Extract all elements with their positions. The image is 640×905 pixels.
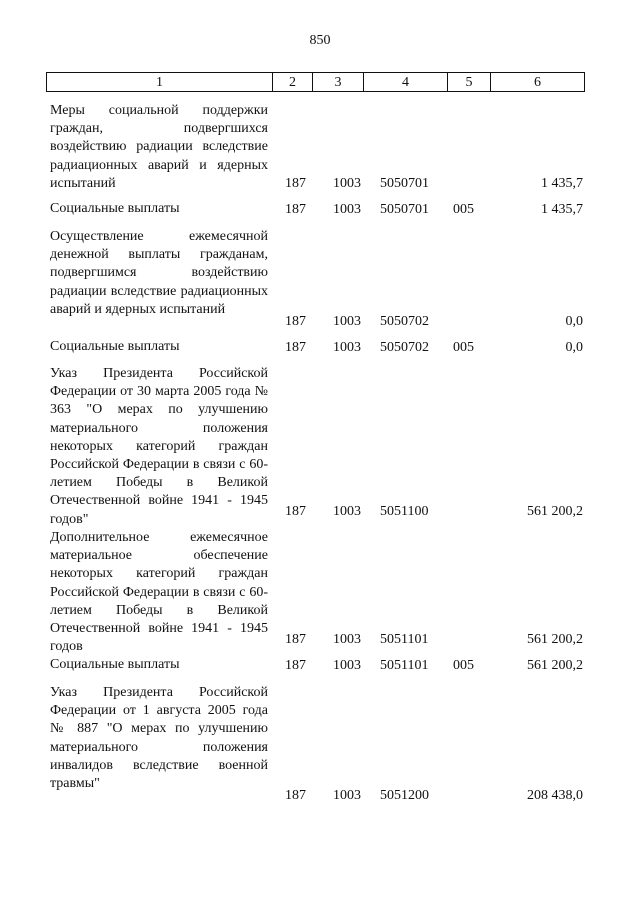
row-col-5: 005: [453, 658, 474, 673]
row-col-3: 1003: [333, 176, 361, 191]
table-row: [0, 102, 640, 193]
table-row: [0, 656, 640, 675]
table-header: [46, 72, 585, 92]
row-col-4: 5051101: [380, 658, 429, 673]
header-col-1: 1: [156, 75, 163, 90]
row-name: Социальные выплаты: [50, 657, 180, 672]
row-col-4: 5050702: [380, 340, 429, 355]
row-col-4: 5051101: [380, 632, 429, 647]
row-col-2: 187: [285, 340, 306, 355]
row-name: Меры социальной поддержки граждан, подвергшихся воздействию радиации вследствие радиационных аварий и ядерных испытаний: [50, 103, 268, 191]
row-col-2: 187: [285, 314, 306, 329]
row-col-2: 187: [285, 788, 306, 803]
row-col-6: 561 200,2: [527, 658, 583, 673]
row-col-2: 187: [285, 176, 306, 191]
row-col-3: 1003: [333, 788, 361, 803]
table-row: [0, 365, 640, 527]
header-col-5: 5: [447, 73, 490, 91]
row-col-6: 561 200,2: [527, 504, 583, 519]
row-col-6: 208 438,0: [527, 788, 583, 803]
header-col-2: 2: [272, 73, 312, 91]
row-col-6: 561 200,2: [527, 632, 583, 647]
row-name: Социальные выплаты: [50, 339, 180, 354]
table-row: [0, 228, 640, 331]
row-col-6: 0,0: [565, 340, 583, 355]
row-col-4: 5051100: [380, 504, 429, 519]
row-col-2: 187: [285, 504, 306, 519]
row-col-4: 5050701: [380, 202, 429, 217]
row-col-2: 187: [285, 632, 306, 647]
row-col-3: 1003: [333, 202, 361, 217]
row-col-5: 005: [453, 340, 474, 355]
row-col-6: 1 435,7: [541, 202, 583, 217]
row-name: Указ Президента Российской Федерации от 1 августа 2005 года № 887 "О мерах по улучшению материального положения инвалидов вследствие военной травмы": [50, 685, 268, 792]
row-col-6: 1 435,7: [541, 176, 583, 191]
row-name: Указ Президента Российской Федерации от 30 марта 2005 года № 363 "О мерах по улучшению материального положения некоторых категорий граждан Российской Федерации в связи с 60-летием Победы в Великой Отечественной войне 1941 - 1945 годов": [50, 366, 268, 527]
row-col-6: 0,0: [565, 314, 583, 329]
row-col-3: 1003: [333, 658, 361, 673]
row-col-3: 1003: [333, 314, 361, 329]
table-row: [0, 684, 640, 805]
row-col-2: 187: [285, 202, 306, 217]
row-col-2: 187: [285, 658, 306, 673]
header-col-3: 3: [312, 73, 363, 91]
page-number: 850: [309, 33, 331, 48]
row-col-4: 5050701: [380, 176, 429, 191]
row-col-3: 1003: [333, 632, 361, 647]
row-col-3: 1003: [333, 504, 361, 519]
row-col-3: 1003: [333, 340, 361, 355]
row-col-4: 5050702: [380, 314, 429, 329]
table-row: [0, 338, 640, 357]
row-name: Социальные выплаты: [50, 201, 180, 216]
header-col-4: 4: [363, 73, 447, 91]
row-name: Дополнительное ежемесячное материальное обеспечение некоторых категорий граждан Российской Федерации в связи с 60-летием Победы в Великой Отечественной войне 1941 - 1945 годов: [50, 530, 268, 655]
table-row: [0, 529, 640, 655]
table-row: [0, 200, 640, 219]
header-col-6: 6: [490, 73, 584, 91]
row-col-5: 005: [453, 202, 474, 217]
row-name: Осуществление ежемесячной денежной выплаты гражданам, подвергшимся воздействию радиации вследствие радиационных аварий и ядерных испытаний: [50, 229, 268, 317]
row-col-4: 5051200: [380, 788, 429, 803]
